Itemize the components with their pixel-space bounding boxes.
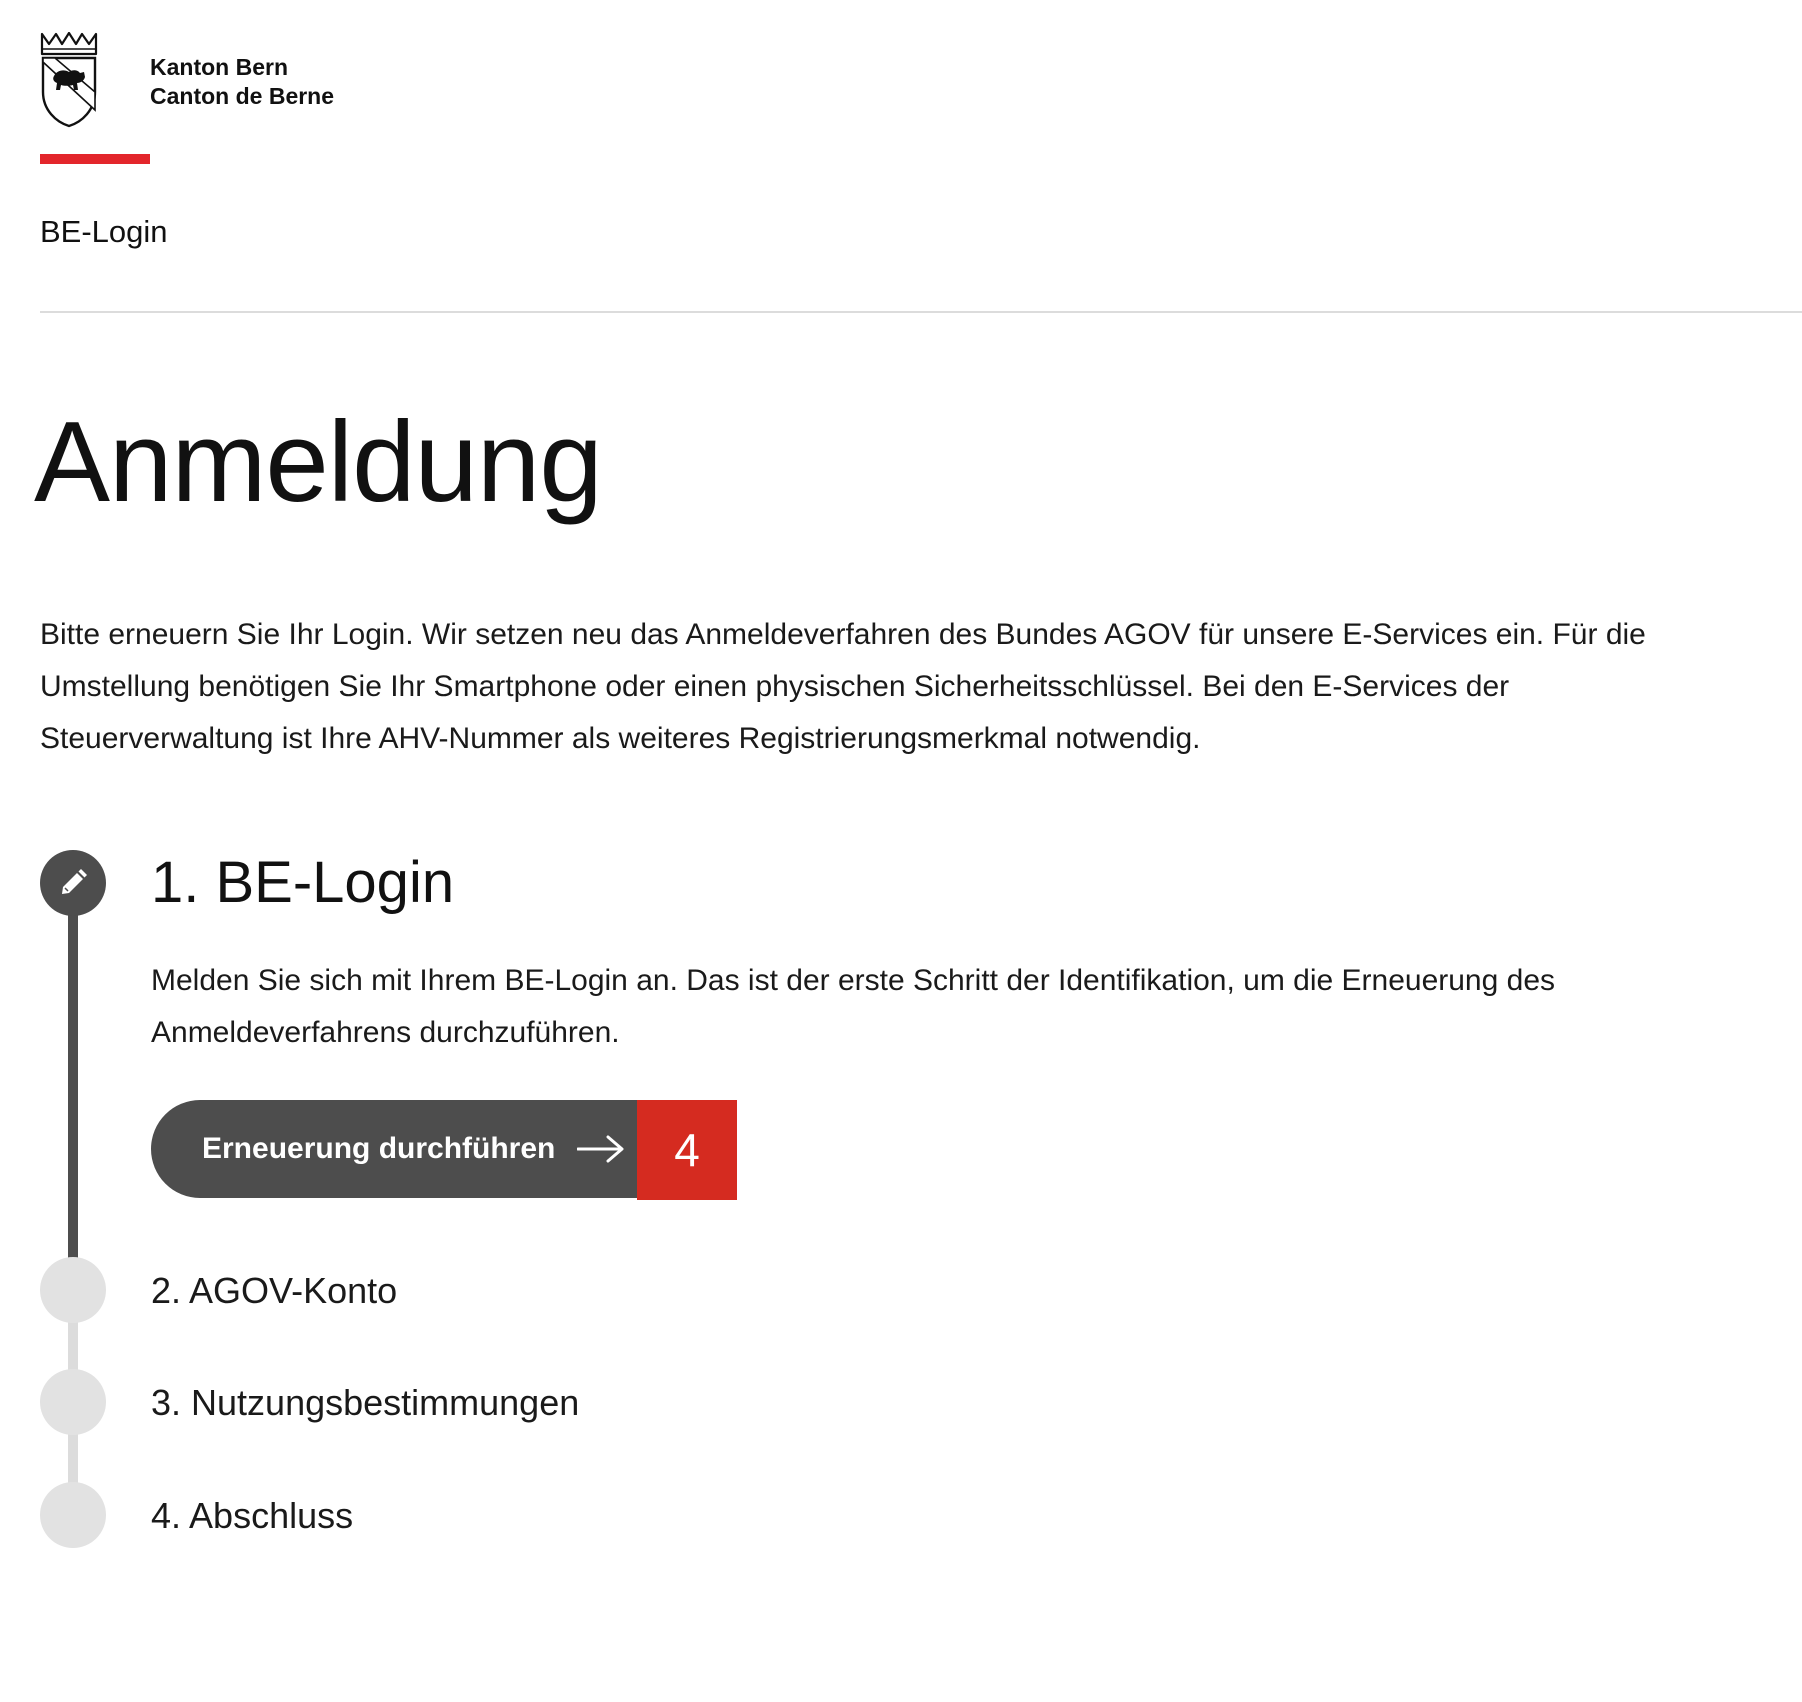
renewal-button[interactable] [151,1100,721,1198]
org-name-de: Kanton Bern [150,54,288,80]
bern-coat-of-arms-icon [40,32,98,128]
app-name: BE-Login [40,214,168,249]
intro-text [40,609,1660,765]
accent-bar [40,154,150,164]
step-badge: 4 [637,1100,737,1200]
renewal-button-label: Erneuerung durchführen [202,1132,556,1165]
org-name [150,53,334,111]
step-3-indicator [40,1369,106,1435]
header-divider [40,311,1802,313]
step-4-title: 4. Abschluss [151,1495,354,1536]
step-1-description [151,955,1671,1059]
step-2-indicator [40,1257,106,1323]
org-name-fr: Canton de Berne [150,83,335,109]
intro-paragraph: Bitte erneuern Sie Ihr Login. Wir setzen neu das Anmeldeverfahren des Bundes AGOV für unsere E-Services ein. Für die Umstellung benötigen Sie Ihr Smartphone oder einen physischen Sicherheitsschlüssel. Bei den E-Services der Steuerverwaltung ist Ihre AHV-Nummer als weiteres Registrierungsmerkmal notwendig. [40,618,1646,755]
step-1-title: 1. BE-Login [151,850,455,915]
arrow-right-icon [577,1134,625,1164]
step-1-indicator [40,850,106,916]
step-4-indicator [40,1482,106,1548]
step-3-title: 3. Nutzungsbestimmungen [151,1382,580,1423]
pencil-icon [57,867,89,899]
step-1-description-text: Melden Sie sich mit Ihrem BE-Login an. Das ist der erste Schritt der Identifikation, um die Erneuerung des Anmeldeverfahrens durchzuführen. [151,964,1556,1049]
page-title: Anmeldung [34,399,602,526]
step-2-title: 2. AGOV-Konto [151,1270,398,1311]
stepper-line-active [68,880,78,1260]
